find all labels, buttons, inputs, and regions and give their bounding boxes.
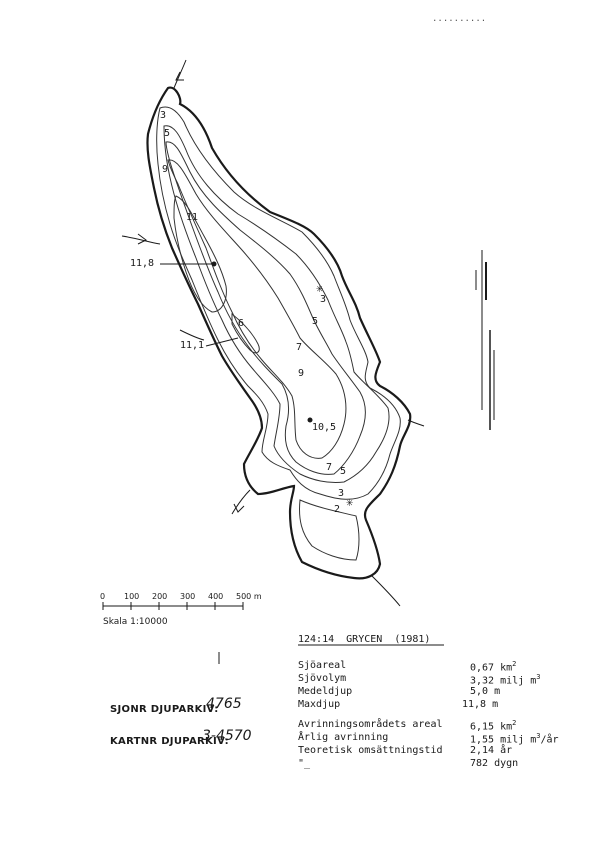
stat-value: 11,8 m — [462, 699, 499, 710]
stat-value: 1,55 milj $m^3/år$ — [470, 732, 559, 746]
archive-stamp: .......... — [432, 14, 487, 24]
stat-value: 2,14 år — [470, 745, 513, 756]
scale-tick-label: 500 m — [236, 592, 262, 601]
depth-label: 6 — [238, 318, 245, 329]
contour-9m — [168, 160, 346, 458]
sjonr-value: 4765 — [206, 696, 242, 712]
scale-tick-label: 400 — [208, 592, 224, 601]
stat-value: 782 dygn — [470, 758, 519, 769]
scale-label: Skala 1:10000 — [103, 617, 168, 627]
inflow-arrow-southwest — [234, 504, 244, 512]
stat-label: Sjöareal — [298, 660, 347, 671]
stat-label: Medeldjup — [298, 686, 353, 697]
scale-tick-label: 300 — [180, 592, 196, 601]
kartnr-value: 3-4570 — [202, 728, 252, 744]
stat-label: Teoretisk omsättningstid — [298, 745, 443, 756]
stat-label: Avrinningsområdets areal — [298, 719, 443, 730]
stat-label: Maxdjup — [298, 699, 341, 710]
depth-label: 2 — [334, 504, 341, 515]
depth-label: 5 — [312, 316, 319, 327]
depth-label: 5 — [164, 128, 171, 139]
inflow-stream-west2 — [180, 330, 204, 340]
stat-label: Årlig avrinning — [298, 732, 389, 743]
stat-label: "_ — [298, 758, 311, 769]
scale-tick-label: 0 — [100, 592, 106, 601]
stat-value: 3,32 milj $m^3$ — [470, 673, 541, 687]
lake-code: 124:14 — [298, 634, 335, 645]
depth-label: 10,5 — [312, 422, 337, 433]
outflow-stream-south — [372, 576, 400, 606]
station-marker-south: ✳ — [346, 495, 354, 509]
depth-label: 3 — [338, 488, 345, 499]
margin-marks — [476, 250, 494, 430]
stat-value: 6,15 $km^2$ — [470, 719, 517, 733]
inflow-stream-southwest — [232, 490, 250, 514]
sjonr-label: SJONR DJUPARKIV: — [110, 704, 219, 715]
inflow-stream-north — [174, 60, 186, 88]
contour-2m-south — [300, 500, 360, 560]
kartnr-label: KARTNR DJUPARKIV: — [110, 736, 229, 747]
depth-label: 3 — [320, 294, 327, 305]
depth-label: 5 — [340, 466, 347, 477]
stat-label: Sjövolym — [298, 673, 347, 684]
lake-title — [298, 634, 430, 645]
depth-label: 7 — [326, 462, 333, 473]
depth-label: 7 — [296, 342, 303, 353]
scale-bar-graphic — [103, 602, 243, 610]
depth-label: 11,1 — [180, 340, 205, 351]
scale-tick-label: 200 — [152, 592, 168, 601]
stat-value: 5,0 m — [470, 686, 501, 697]
scale-tick-label: 100 — [124, 592, 140, 601]
lake-name: GRYCEN — [346, 634, 383, 645]
lake-year: (1981) — [394, 634, 431, 645]
station-marker-north: ✳ — [316, 281, 324, 295]
depth-label: 9 — [298, 368, 305, 379]
stat-value: 0,67 $km^2$ — [470, 660, 517, 674]
depth-label: 11 — [186, 212, 199, 223]
depth-label: 9 — [162, 164, 169, 175]
max-depth-point — [212, 262, 217, 267]
depth-label: 11,8 — [130, 258, 155, 269]
depth-label: 3 — [160, 110, 167, 121]
